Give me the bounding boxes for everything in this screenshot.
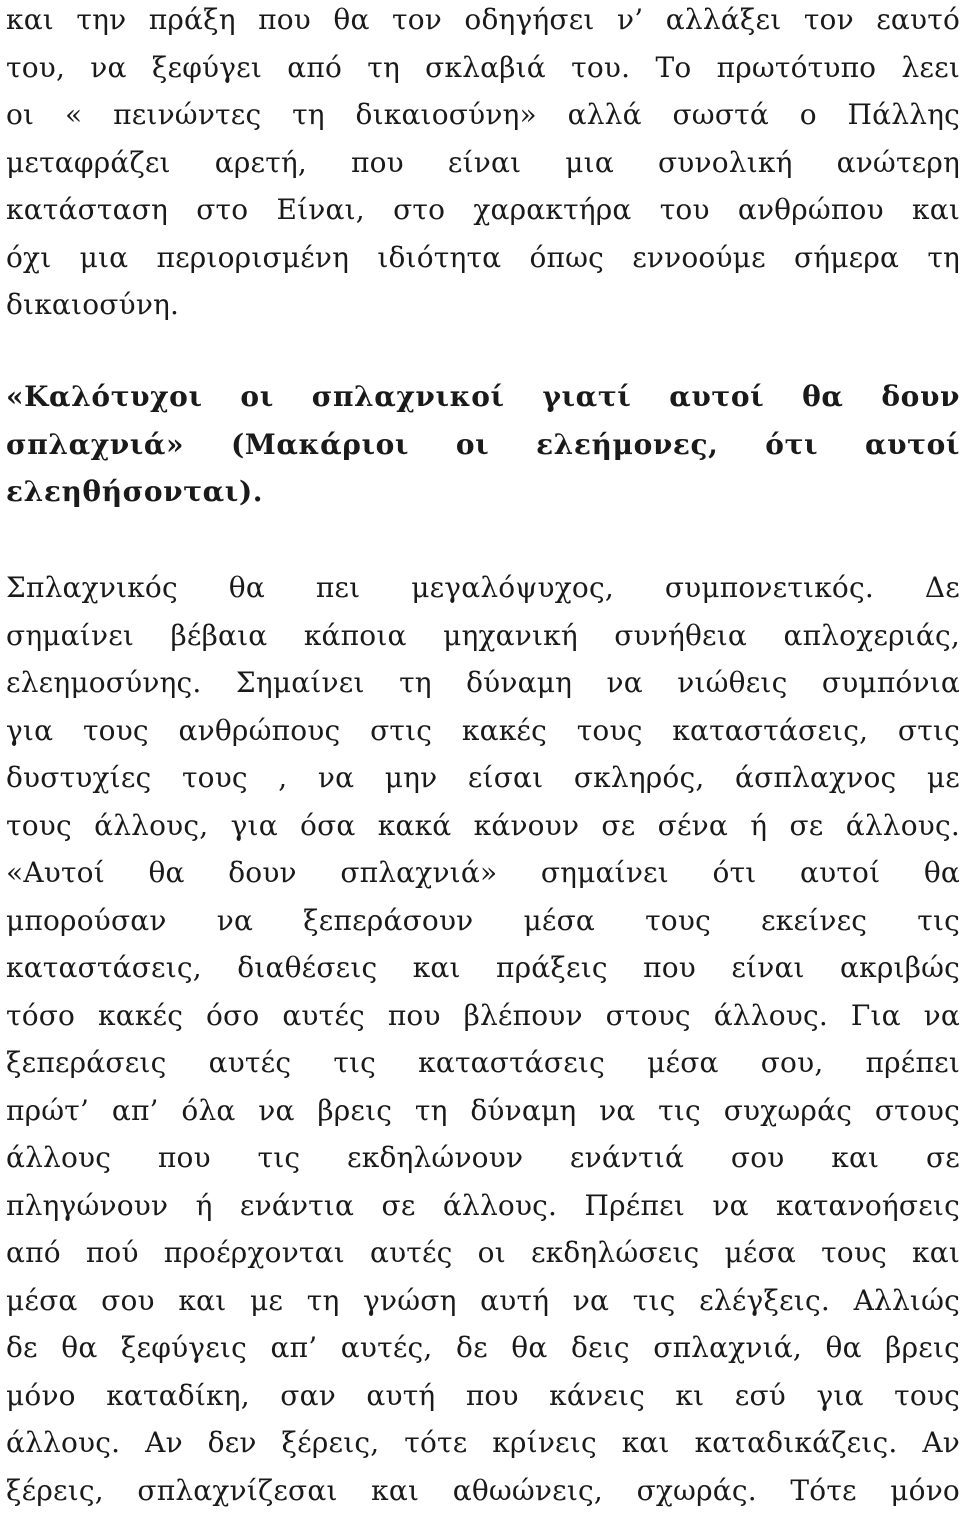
text-line: πρώτ’ απ’ όλα να βρεις τη δύναμη να τις συχωράς στους	[6, 1093, 960, 1127]
text-line: οι « πεινώντες τη δικαιοσύνη» αλλά σωστά ο Πάλλης	[6, 98, 960, 131]
text-line: δυστυχίες τους , να μην είσαι σκληρός, άσπλαχνος με	[6, 761, 960, 794]
text-line: δικαιοσύνη.	[6, 288, 180, 321]
text-line: για τους ανθρώπους στις κακές τους καταστάσεις, στις	[6, 713, 960, 747]
text-line: ξέρεις, σπλαχνίζεσαι και αθωώνεις, σχωράς. Τότε μόνο	[6, 1473, 960, 1507]
text-line: μόνο καταδίκη, σαν αυτή που κάνεις κι εσύ για τους	[6, 1378, 960, 1412]
text-line: δε θα ξεφύγεις απ’ αυτές, δε θα δεις σπλαχνιά, θα βρεις	[6, 1331, 960, 1364]
text-line: Σπλαχνικός θα πει μεγαλόψυχος, συμπονετικός. Δε	[6, 571, 960, 604]
paragraph-righteousness	[6, 0, 960, 329]
text-line: από πού προέρχονται αυτές οι εκδηλώσεις μέσα τους και	[6, 1236, 960, 1269]
paragraph-compassion	[6, 564, 960, 1514]
text-line: άλλους που τις εκδηλώνουν ενάντιά σου και σε	[6, 1141, 960, 1174]
text-line: όχι μια περιορισμένη ιδιότητα όπως εννοούμε σήμερα τη	[6, 240, 960, 274]
text-line: μεταφράζει αρετή, που είναι μια συνολική ανώτερη	[6, 145, 960, 179]
text-line: «Αυτοί θα δουν σπλαχνιά» σημαίνει ότι αυτοί θα	[6, 856, 960, 889]
beatitude-quote	[6, 373, 960, 516]
text-line: ξεπεράσεις αυτές τις καταστάσεις μέσα σου, πρέπει	[6, 1046, 960, 1079]
quote-line: σπλαχνιά» (Μακάριοι οι ελεήμονες, ότι αυτοί	[6, 427, 960, 461]
text-line: πληγώνουν ή ενάντια σε άλλους. Πρέπει να κατανοήσεις	[6, 1188, 960, 1222]
text-line: ελεημοσύνης. Σημαίνει τη δύναμη να νιώθεις συμπόνια	[6, 666, 960, 699]
text-line: μπορούσαν να ξεπεράσουν μέσα τους εκείνες τις	[6, 903, 960, 937]
text-line: του, να ξεφύγει από τη σκλαβιά του. Το πρωτότυπο λεει	[6, 50, 960, 84]
text-line: τους άλλους, για όσα κακά κάνουν σε σένα ή σε άλλους.	[6, 808, 960, 842]
text-line: άλλους. Αν δεν ξέρεις, τότε κρίνεις και καταδικάζεις. Αν	[6, 1426, 960, 1459]
text-line: τόσο κακές όσο αυτές που βλέπουν στους άλλους. Για να	[6, 998, 960, 1032]
quote-line: «Καλότυχοι οι σπλαχνικοί γιατί αυτοί θα δουν	[6, 380, 960, 413]
text-line: και την πράξη που θα τον οδηγήσει ν’ αλλάξει τον εαυτό	[6, 3, 960, 36]
text-line: σημαίνει βέβαια κάποια μηχανική συνήθεια απλοχεριάς,	[6, 618, 960, 652]
text-line: μέσα σου και με τη γνώση αυτή να τις ελέγξεις. Αλλιώς	[6, 1283, 960, 1317]
text-line: κατάσταση στο Είναι, στο χαρακτήρα του ανθρώπου και	[6, 193, 960, 226]
text-line: καταστάσεις, διαθέσεις και πράξεις που είναι ακριβώς	[6, 951, 960, 984]
quote-line: ελεηθήσονται).	[6, 475, 264, 508]
